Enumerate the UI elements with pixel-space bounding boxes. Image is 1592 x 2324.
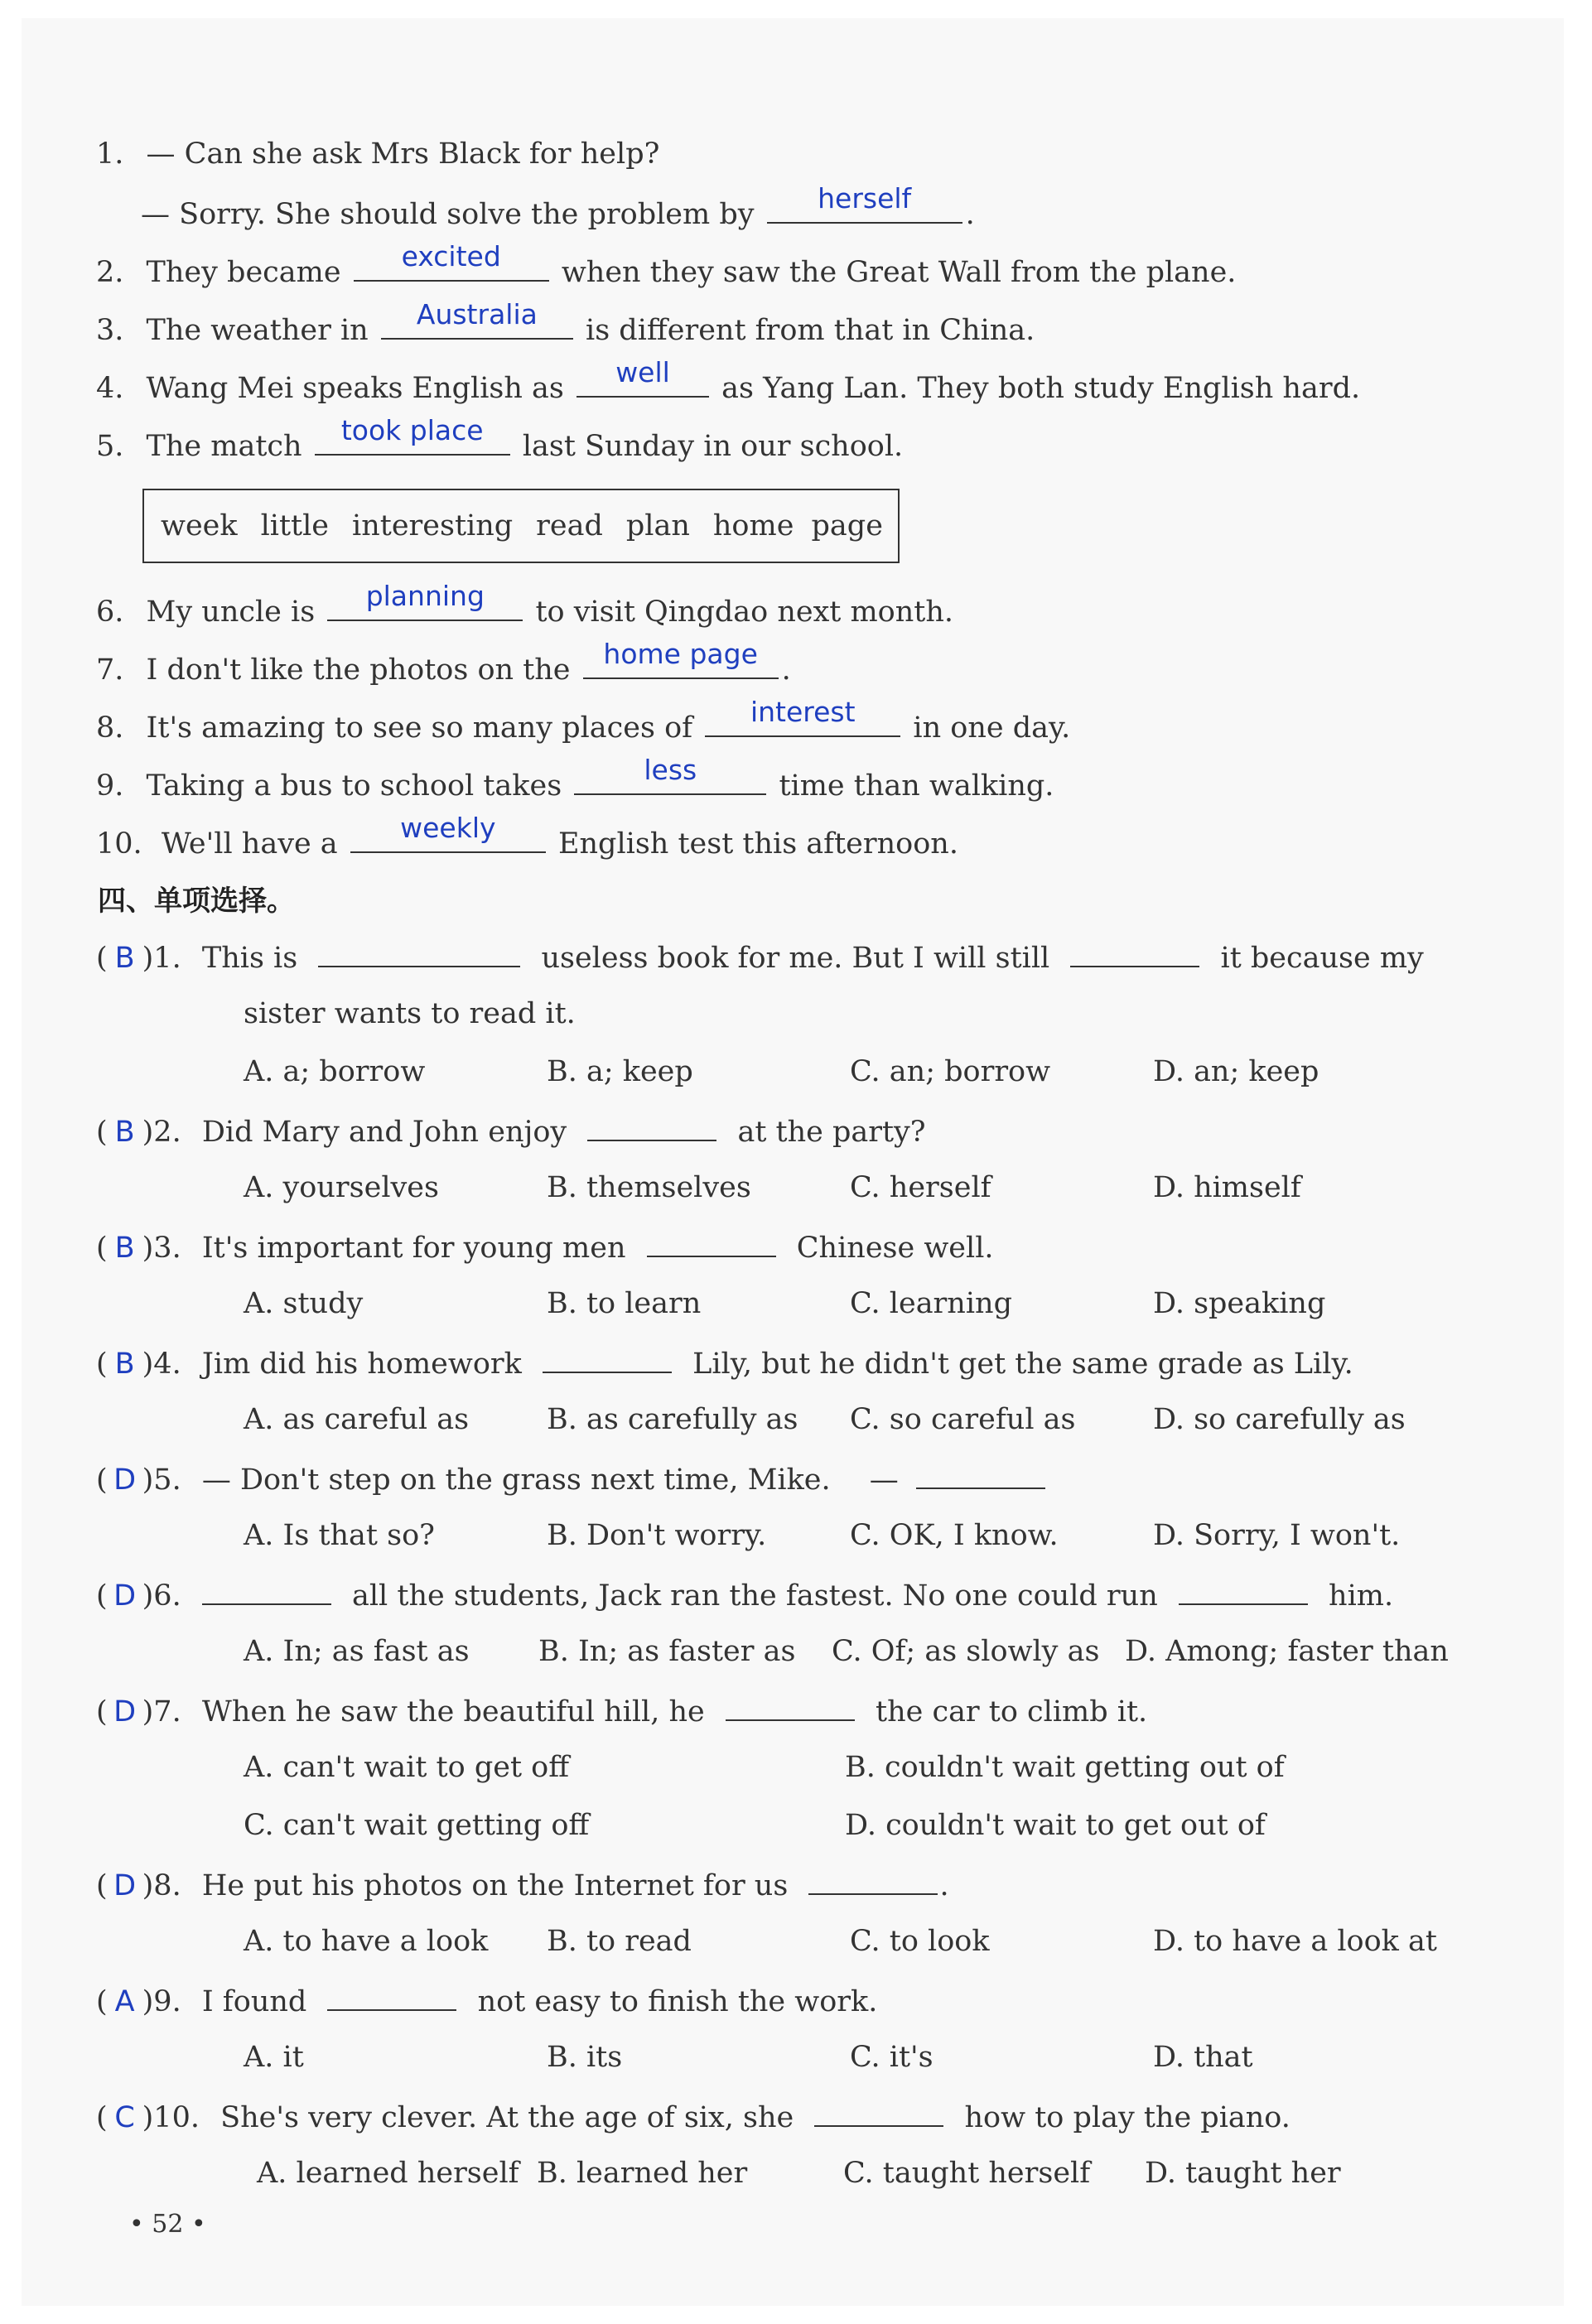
mc-answer: B bbox=[114, 942, 135, 975]
mc-question-text: — bbox=[869, 1463, 899, 1497]
mc-answer: D bbox=[113, 1579, 137, 1613]
mc-answer: D bbox=[113, 1869, 137, 1902]
mc5-option-d[interactable]: D. Sorry, I won't. bbox=[1153, 1519, 1401, 1552]
q-number: 10. bbox=[96, 827, 142, 861]
mc8-option-c[interactable]: C. to look bbox=[850, 1925, 990, 1958]
q-number: 5. bbox=[96, 430, 124, 463]
q3-line bbox=[96, 298, 1035, 349]
q-text: I don't like the photos on the bbox=[146, 653, 571, 687]
paren-open: ( bbox=[96, 1463, 108, 1497]
mc-blank[interactable] bbox=[587, 1111, 716, 1141]
q1-line-b bbox=[141, 182, 975, 233]
mc-blank[interactable] bbox=[1179, 1575, 1308, 1605]
mc-blank[interactable] bbox=[726, 1691, 855, 1721]
answer-blank[interactable] bbox=[574, 754, 766, 795]
mc-answer: B bbox=[114, 1116, 135, 1149]
q-text-after: when they saw the Great Wall from the plane. bbox=[561, 256, 1237, 289]
mc-question-text: Did Mary and John enjoy bbox=[201, 1116, 567, 1149]
mc9-option-a[interactable]: A. it bbox=[244, 2041, 304, 2074]
answer-blank[interactable] bbox=[315, 414, 510, 456]
answer-blank[interactable] bbox=[381, 298, 573, 340]
page-number: • 52 • bbox=[129, 2210, 206, 2239]
mc4-option-b[interactable]: B. as carefully as bbox=[547, 1403, 798, 1436]
mc6-option-a[interactable]: A. In; as fast as bbox=[244, 1635, 470, 1668]
mc2-option-a[interactable]: A. yourselves bbox=[244, 1171, 439, 1204]
mc9-option-b[interactable]: B. its bbox=[547, 2041, 623, 2074]
q-text-after: as Yang Lan. They both study English hard. bbox=[721, 372, 1361, 405]
answer-text: Australia bbox=[416, 298, 538, 330]
paren-open: ( bbox=[96, 1348, 108, 1381]
q4-line bbox=[96, 356, 1361, 407]
word-box-item: little bbox=[260, 509, 330, 542]
mc-question-text: Jim did his homework bbox=[201, 1348, 522, 1381]
mc-question-text: — Don't step on the grass next time, Mike. bbox=[201, 1463, 831, 1497]
mc6-option-c[interactable]: C. Of; as slowly as bbox=[832, 1635, 1100, 1668]
paren-open: ( bbox=[96, 2101, 108, 2134]
mc9-option-c[interactable]: C. it's bbox=[850, 2041, 933, 2074]
q-text: The match bbox=[146, 430, 302, 463]
answer-blank[interactable] bbox=[767, 182, 962, 224]
word-box-item: read bbox=[536, 509, 603, 542]
answer-blank[interactable] bbox=[354, 240, 549, 282]
q-text-after: to visit Qingdao next month. bbox=[535, 595, 954, 629]
q-text: It's amazing to see so many places of bbox=[146, 711, 693, 745]
mc-answer: D bbox=[113, 1463, 137, 1497]
q-text-after: . bbox=[781, 653, 791, 687]
q-text-after: English test this afternoon. bbox=[557, 827, 958, 861]
word-box-item: home page bbox=[712, 509, 883, 542]
mc-question-text: the car to climb it. bbox=[876, 1695, 1148, 1729]
answer-text: planning bbox=[365, 580, 485, 612]
q6-line bbox=[96, 580, 954, 630]
mc5-option-c[interactable]: C. OK, I know. bbox=[850, 1519, 1059, 1552]
answer-blank[interactable] bbox=[327, 580, 523, 621]
q5-line bbox=[96, 414, 904, 465]
mc8-option-a[interactable]: A. to have a look bbox=[244, 1925, 489, 1958]
mc-blank[interactable] bbox=[647, 1227, 776, 1257]
mc-answer: B bbox=[114, 1348, 135, 1381]
mc2-option-c[interactable]: C. herself bbox=[850, 1171, 991, 1204]
mc6-line bbox=[96, 1575, 1393, 1614]
mc2-option-b[interactable]: B. themselves bbox=[547, 1171, 751, 1204]
mc7-option-c[interactable]: C. can't wait getting off bbox=[244, 1809, 590, 1842]
q-text-after: . bbox=[965, 198, 975, 231]
q-text: They became bbox=[146, 256, 341, 289]
q-text: My uncle is bbox=[146, 595, 316, 629]
mc8-option-d[interactable]: D. to have a look at bbox=[1153, 1925, 1437, 1958]
word-box bbox=[142, 489, 900, 563]
mc7-option-a[interactable]: A. can't wait to get off bbox=[244, 1751, 570, 1784]
mc6-option-d[interactable]: D. Among; faster than bbox=[1125, 1635, 1449, 1668]
q-text-after: last Sunday in our school. bbox=[522, 430, 904, 463]
answer-blank[interactable] bbox=[583, 638, 779, 679]
q-number: 2. bbox=[96, 256, 124, 289]
mc-number: )1. bbox=[142, 942, 181, 975]
mc-blank[interactable] bbox=[543, 1343, 672, 1373]
mc1-option-d[interactable]: D. an; keep bbox=[1153, 1055, 1319, 1088]
paren-open: ( bbox=[96, 1985, 108, 2018]
mc1-line-cont: sister wants to read it. bbox=[244, 997, 576, 1030]
answer-text: took place bbox=[340, 414, 484, 446]
mc4-option-d[interactable]: D. so carefully as bbox=[1153, 1403, 1406, 1436]
mc-question-text: useless book for me. But I will still bbox=[541, 942, 1050, 975]
mc-question-text: him. bbox=[1329, 1579, 1394, 1613]
q-text: The weather in bbox=[146, 314, 369, 347]
mc2-option-d[interactable]: D. himself bbox=[1153, 1171, 1301, 1204]
mc-question-text: Lily, but he didn't get the same grade as Lily. bbox=[692, 1348, 1353, 1381]
mc10-option-a[interactable]: A. learned herself bbox=[257, 2157, 519, 2190]
mc-number: )6. bbox=[142, 1579, 181, 1613]
q7-line bbox=[96, 638, 791, 688]
mc6-option-b[interactable]: B. In; as faster as bbox=[538, 1635, 796, 1668]
answer-text: less bbox=[644, 754, 697, 786]
mc-number: )4. bbox=[142, 1348, 181, 1381]
mc4-option-c[interactable]: C. so careful as bbox=[850, 1403, 1076, 1436]
mc-question-text: how to play the piano. bbox=[964, 2101, 1290, 2134]
mc-question-text: She's very clever. At the age of six, she bbox=[220, 2101, 794, 2134]
answer-blank[interactable] bbox=[350, 812, 546, 853]
q-text: — Sorry. She should solve the problem by bbox=[141, 198, 755, 231]
mc8-line bbox=[96, 1865, 949, 1904]
q-number: 1. bbox=[96, 137, 124, 171]
q2-line bbox=[96, 240, 1237, 291]
q-number: 7. bbox=[96, 653, 124, 687]
q-number: 4. bbox=[96, 372, 124, 405]
q-text-after: in one day. bbox=[913, 711, 1071, 745]
q-number: 8. bbox=[96, 711, 124, 745]
q1-line-a bbox=[96, 136, 659, 172]
mc-number: )10. bbox=[142, 2101, 200, 2134]
mc1-option-a[interactable]: A. a; borrow bbox=[244, 1055, 426, 1088]
answer-text: home page bbox=[603, 638, 758, 670]
mc-question-text: at the party? bbox=[737, 1116, 926, 1149]
q-number: 9. bbox=[96, 769, 124, 803]
q9-line bbox=[96, 754, 1054, 804]
paren-open: ( bbox=[96, 1695, 108, 1729]
mc8-option-b[interactable]: B. to read bbox=[547, 1925, 692, 1958]
mc-number: )5. bbox=[142, 1463, 181, 1497]
answer-text: well bbox=[615, 356, 670, 388]
mc1-line bbox=[96, 938, 1424, 976]
mc5-line bbox=[96, 1459, 1054, 1498]
mc10-line bbox=[96, 2097, 1290, 2136]
mc4-option-a[interactable]: A. as careful as bbox=[244, 1403, 470, 1436]
mc-question-text: This is bbox=[201, 942, 298, 975]
mc7-option-b[interactable]: B. couldn't wait getting out of bbox=[845, 1751, 1285, 1784]
answer-text: herself bbox=[818, 182, 912, 215]
mc-question-text: . bbox=[939, 1869, 949, 1902]
mc10-option-c[interactable]: C. taught herself bbox=[843, 2157, 1091, 2190]
mc-question-text: I found bbox=[201, 1985, 307, 2018]
page-sheet bbox=[22, 18, 1564, 2306]
mc-blank[interactable] bbox=[916, 1459, 1045, 1489]
mc3-line bbox=[96, 1227, 994, 1266]
paren-open: ( bbox=[96, 1116, 108, 1149]
q-text: Taking a bus to school takes bbox=[146, 769, 562, 803]
mc-question-text: not easy to finish the work. bbox=[477, 1985, 878, 2018]
mc-answer: C bbox=[114, 2101, 135, 2134]
mc-question-text: it because my bbox=[1220, 942, 1424, 975]
mc-blank[interactable] bbox=[202, 1575, 331, 1605]
q-text-after: time than walking. bbox=[779, 769, 1054, 803]
mc5-option-b[interactable]: B. Don't worry. bbox=[547, 1519, 767, 1552]
mc9-line bbox=[96, 1981, 877, 2020]
answer-blank[interactable] bbox=[576, 356, 709, 398]
q-number: 3. bbox=[96, 314, 124, 347]
paren-open: ( bbox=[96, 942, 108, 975]
q-text: We'll have a bbox=[161, 827, 338, 861]
paren-open: ( bbox=[96, 1232, 108, 1265]
mc-blank[interactable] bbox=[808, 1865, 938, 1895]
answer-text: interest bbox=[750, 696, 856, 728]
q-text: — Can she ask Mrs Black for help? bbox=[146, 137, 660, 171]
word-box-item: week bbox=[161, 509, 238, 542]
word-box-item: interesting bbox=[352, 509, 514, 542]
mc-answer: D bbox=[113, 1695, 137, 1729]
q8-line bbox=[96, 696, 1071, 746]
section-heading: 四、单项选择。 bbox=[98, 885, 295, 918]
mc-number: )8. bbox=[142, 1869, 181, 1902]
mc10-option-d[interactable]: D. taught her bbox=[1145, 2157, 1341, 2190]
mc-blank[interactable] bbox=[327, 1981, 456, 2011]
mc-number: )3. bbox=[142, 1232, 181, 1265]
mc-question-text: It's important for young men bbox=[201, 1232, 626, 1265]
mc-question-text: He put his photos on the Internet for us bbox=[201, 1869, 789, 1902]
mc-question-text: Chinese well. bbox=[796, 1232, 994, 1265]
mc-answer: B bbox=[114, 1232, 135, 1265]
mc-question-text: When he saw the beautiful hill, he bbox=[201, 1695, 705, 1729]
q-number: 6. bbox=[96, 595, 124, 629]
mc3-option-b[interactable]: B. to learn bbox=[547, 1287, 702, 1320]
mc-number: )9. bbox=[142, 1985, 181, 2018]
answer-text: weekly bbox=[400, 812, 496, 844]
mc-question-text: all the students, Jack ran the fastest. No one could run bbox=[352, 1579, 1158, 1613]
mc1-option-c[interactable]: C. an; borrow bbox=[850, 1055, 1051, 1088]
mc-number: )7. bbox=[142, 1695, 181, 1729]
paren-open: ( bbox=[96, 1869, 108, 1902]
mc5-option-a[interactable]: A. Is that so? bbox=[244, 1519, 435, 1552]
mc10-option-b[interactable]: B. learned her bbox=[537, 2157, 748, 2190]
mc7-option-d[interactable]: D. couldn't wait to get out of bbox=[845, 1809, 1266, 1842]
mc9-option-d[interactable]: D. that bbox=[1153, 2041, 1253, 2074]
mc-answer: A bbox=[114, 1985, 135, 2018]
answer-blank[interactable] bbox=[705, 696, 900, 737]
mc-blank[interactable] bbox=[318, 938, 520, 967]
mc3-option-c[interactable]: C. learning bbox=[850, 1287, 1012, 1320]
mc4-line bbox=[96, 1343, 1353, 1382]
mc-number: )2. bbox=[142, 1116, 181, 1149]
mc3-option-a[interactable]: A. study bbox=[244, 1287, 364, 1320]
mc-blank[interactable] bbox=[814, 2097, 943, 2127]
answer-text: excited bbox=[401, 240, 501, 272]
mc1-option-b[interactable]: B. a; keep bbox=[547, 1055, 693, 1088]
q-text-after: is different from that in China. bbox=[586, 314, 1035, 347]
q10-line bbox=[96, 812, 958, 862]
paren-open: ( bbox=[96, 1579, 108, 1613]
mc7-line bbox=[96, 1691, 1147, 1730]
mc3-option-d[interactable]: D. speaking bbox=[1153, 1287, 1326, 1320]
q-text: Wang Mei speaks English as bbox=[146, 372, 564, 405]
mc2-line bbox=[96, 1111, 926, 1150]
word-box-item: plan bbox=[625, 509, 690, 542]
mc-blank[interactable] bbox=[1070, 938, 1199, 967]
